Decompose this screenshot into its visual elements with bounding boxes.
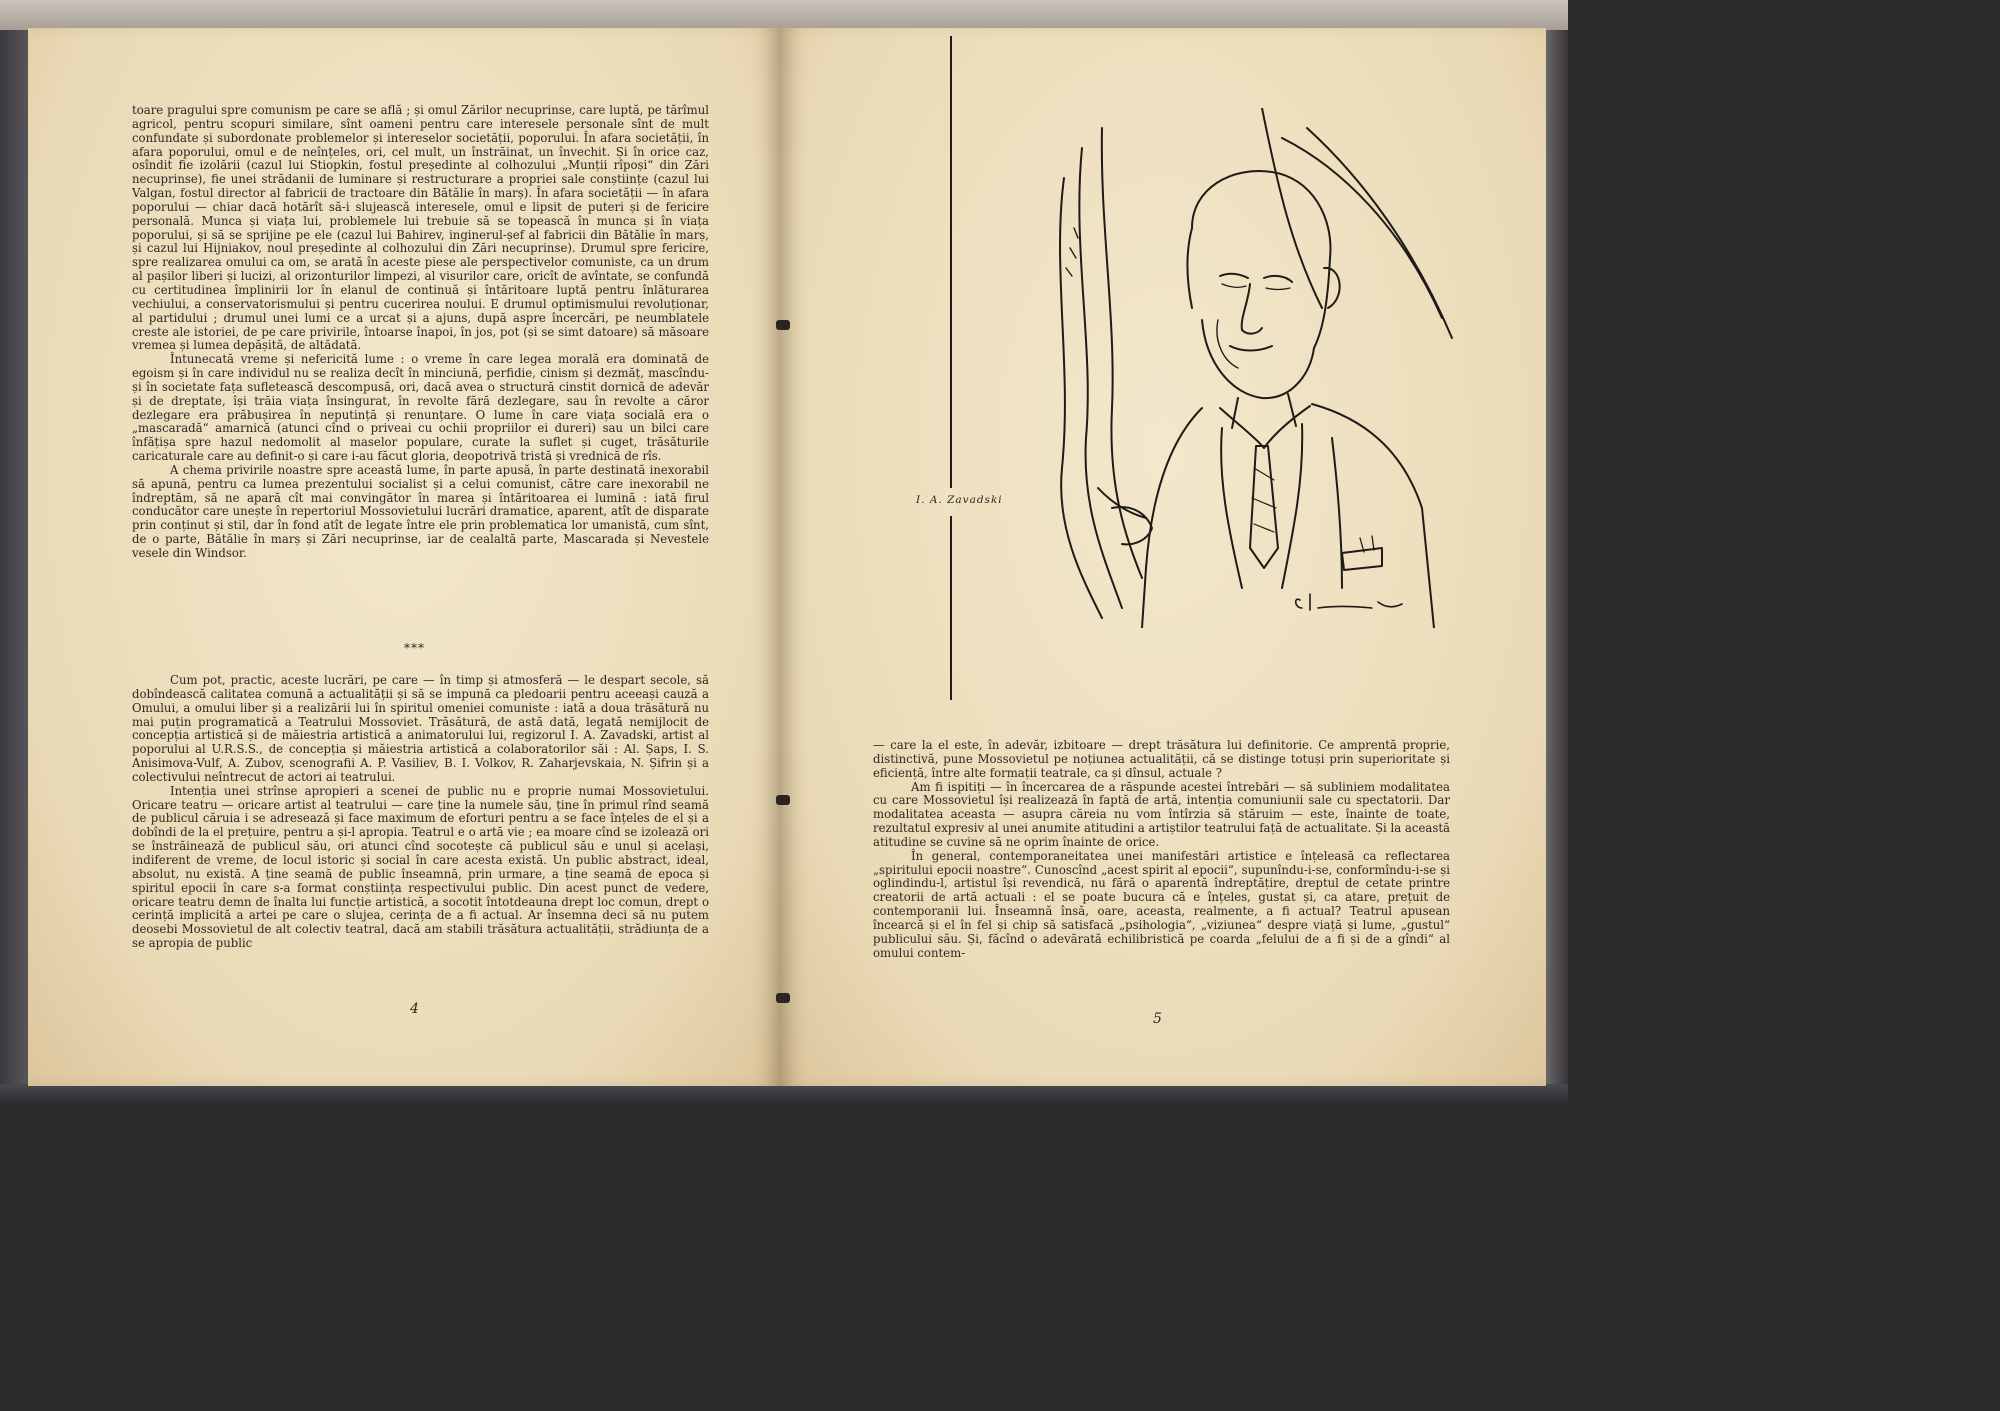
paragraph: toare pragului spre comunism pe care se află ; și omul Zărilor necuprinse, care luptă, pe tărîmul agricol, pentru scopuri similare, sînt oameni pentru care interesele personale sînt de mult confundate și subordonate problemelor și intereselor societății, poporului. În afara societății, în afara poporului, omul e de neînțeles, ori, cel mult, un înstrăinat, un învechit. Și în orice caz, osîndit fie izolării (cazul lui Stiopkin, fostul președinte al colhozului „Munții rîpoși“ din Zări necuprinse), fie unei strădanii de luminare și restructurare a propriei sale conștiințe (cazul lui Valgan, fostul director al fabricii de tractoare din Bătălie în marș). În afara societății — în afara poporului — chiar dacă hotărît să-i slujească interesele, omul e lipsit de puteri și de fericire personală. Munca și viața lui, problemele lui trebuie să se topească în munca și în viața poporului, și să se sprijine pe ele (cazul lui Bahirev, inginerul-șef al fabricii din Bătălie în marș, și cazul lui Hijniakov, noul președinte al colhozului din Zări necuprinse). Drumul spre fericire, spre realizarea omului ca om, se arată în aceste piese ale perspectivelor comuniste, ca un drum al pașilor liberi și lucizi, al orizonturilor limpezi, al visurilor care, oricît de avîntate, se confundă cu certitudinea împlinirii lor în elanul de continuă și întăritoare luptă pentru înlăturarea vechiului, a conservatorismului și pentru cucerirea noului. E drumul optimismului revoluționar, al partidului ; drumul unei lumi ce a urcat și a ajuns, după aspre încercări, pe neumblatele creste ale istoriei, de pe care privirile, întoarse înapoi, în jos, pot (și se simt datoare) să măsoare vremea și lumea depășită, de altădată. xyxy=(132,103,709,353)
book-cover-left-edge xyxy=(0,30,28,1106)
section-separator: *** xyxy=(404,641,425,655)
paragraph: Întunecată vreme și nefericită lume : o vreme în care legea morală era dominată de egoism și în care individul nu se realiza decît în minciună, perfidie, cinism și dezmăț, mascîndu-și în societate fața sufletească descompusă, ori, dacă avea o structură cinstit dornică de adevăr și de dreptate, își trăia viața însingurat, în revolte fără dezlegare, sau în revolte a căror dezlegare era prăbușirea în neputință și renunțare. O lume în care viața socială era o „mascaradă“ amarnică (atunci cînd o priveai cu ochii propriilor ei dureri) sau un bilci care înfățișa spre hazul nedomolit al maselor populare, curate la suflet și cuget, trăsăturile caricaturale care au definit-o și care i-au făcut gloria, deopotrivă tristă și vrednică de rîs. xyxy=(132,352,709,464)
binding-stitch xyxy=(776,993,790,1003)
paragraph: În general, contemporaneitatea unei manifestări artistice e înțeleasă ca reflectarea „spiritului epocii noastre“. Cunoscînd „acest spirit al epocii“, supunîndu-i-se, conformîndu-i-se și oglindindu-l, artistul își revendică, nu fără o aparentă îndreptățire, dreptul de cetate printre creatorii de artă actuali : el se poate bucura că e înțeles, gustat și, ca atare, prețuit de contemporanii lui. Înseamnă însă, oare, aceasta, realmente, a fi actual? Teatrul apusean încearcă și el în fel și chip să satisfacă „psihologia“, „viziunea“ despre viață și lume, „gustul“ publicului său. Și, făcînd o adevărată echilibristică pe coarda „felului de a fi și de a gîndi“ al omului contem- xyxy=(873,848,1450,960)
left-page-text-block-2 xyxy=(132,674,709,951)
binding-stitch xyxy=(776,320,790,330)
page-number: 5 xyxy=(1153,1011,1162,1027)
book-cover-top-edge xyxy=(0,0,1568,30)
book-cover-bottom-edge xyxy=(0,1084,1568,1106)
paragraph: Am fi ispitiți — în încercarea de a răspunde acestei întrebări — să subliniem modalitatea cu care Mossovietul își realizează în faptă de artă, intenția comuniunii sale cu spectatorii. Dar modalitatea aceasta — asupra căreia nu vom întîrzia să stăruim — este, înainte de toate, rezultatul expresiv al unei anumite atitudini a artiștilor teatrului față de actualitate. Și la această atitudine se cuvine să ne oprim înainte de orice. xyxy=(873,779,1450,849)
paragraph: Cum pot, practic, aceste lucrări, pe care — în timp și atmosferă — le despart secole, să dobîndească calitatea comună a actualității și să se impună ca pledoarii pentru aceeași cauză a Omului, a omului liber și a realizării lui în spiritul omeniei comuniste : iată a doua trăsătură nu mai puțin programatică a Teatrului Mossoviet. Trăsătură, de astă dată, legată nemijlocit de concepția artistică și de măiestria artistică a animatorului lui, regizorul I. A. Zavadski, artist al poporului al U.R.S.S., de concepția și măiestria artistică a colaboratorilor săi : Al. Șaps, I. S. Anisimova-Vulf, A. Zubov, scenografii A. P. Vasiliev, B. I. Volkov, R. Zaharjevskaia, N. Șifrin și a colectivului neîntrecut de actori ai teatrului. xyxy=(132,673,709,784)
paragraph: — care la el este, în adevăr, izbitoare — drept trăsătura lui definitorie. Ce amprentă proprie, distinctivă, pune Mossovietul pe noțiunea actualității, că se distinge totuși prin superioritate și eficiență, între alte formații teatrale, ca și dînsul, actuale ? xyxy=(873,738,1450,780)
binding-stitch xyxy=(776,795,790,805)
left-page xyxy=(28,28,780,1086)
paragraph: A chema privirile noastre spre această lume, în parte apusă, în parte destinată inexorabil să apună, pentru ca lumea prezentului socialist și a celui comunist, către care inexorabil ne îndreptăm, să ne apară cît mai convingător în marea și întăritoarea ei lumină : iată firul conducător care unește în repertoriul Mossovietului lucrări dramatice, aparent, atît de disparate prin conținut și stil, dar în fond atît de legate între ele prin problematica lor umanistă, cum sînt, de o parte, Bătălie în marș și Zări necuprinse, iar de cealaltă parte, Mascarada și Nevestele vesele din Windsor. xyxy=(132,462,709,560)
left-page-text-block-1 xyxy=(132,104,709,561)
book-cover-right-edge xyxy=(1546,30,1568,1106)
paragraph: Intenția unei strînse apropieri a scenei de public nu e proprie numai Mossovietului. Oricare teatru — oricare artist al teatrului — care ține la numele său, ține în primul rînd seamă de publicul căruia i se adresează și face maximum de eforturi pentru a se face înțeles de el și a dobîndi de la el prețuire, pentru a și-l apropia. Teatrul e o artă vie ; ea moare cînd se izolează ori se înstrăinează de publicul său, ori atunci cînd socotește că publicul său e unul și același, indiferent de vreme, de locul istoric și social în care acesta există. Un public abstract, ideal, absolut, nu există. A ține seamă de public înseamnă, prin urmare, a ține seamă de epoca și spiritul epocii în care s-a format conștiința respectivului public. Din acest punct de vedere, oricare teatru demn de înalta lui funcție artistică, a socotit întotdeauna drept loc comun, drept o cerință implicită a artei pe care o slujea, cerința de a fi actual. Ar însemna deci să nu putem deosebi Mossovietul de alt colectiv teatral, dacă am stabili trăsătura actualității, strădiunța de a se apropia de public xyxy=(132,783,709,951)
page-number: 4 xyxy=(410,1001,419,1017)
right-page xyxy=(780,28,1546,1086)
portrait-illustration xyxy=(1042,108,1460,628)
illustration-caption: I. A. Zavadski xyxy=(916,494,1003,506)
vertical-divider-line xyxy=(950,36,952,700)
right-page-text-block xyxy=(873,739,1450,961)
